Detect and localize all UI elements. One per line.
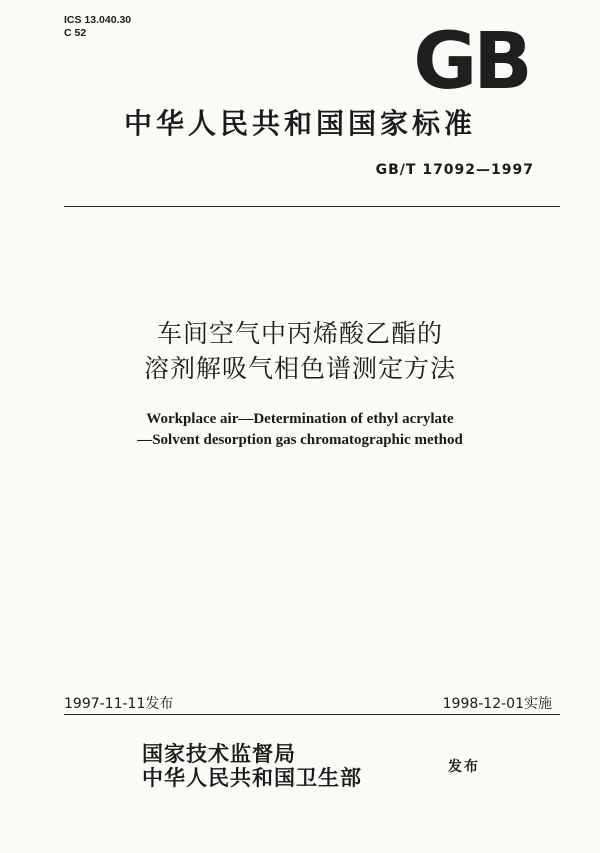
publish-label: 发布 xyxy=(448,759,480,775)
issue-date: 1997-11-11发布 xyxy=(64,696,174,712)
issuer-line-2: 中华人民共和国卫生部 xyxy=(142,766,362,790)
ics-code: ICS 13.040.30 xyxy=(64,14,132,26)
chinese-title xyxy=(0,316,600,386)
chinese-title-line-1: 车间空气中丙烯酸乙酯的 xyxy=(156,319,443,348)
english-title xyxy=(0,409,600,451)
english-title-line-1: Workplace air—Determination of ethyl acrylate xyxy=(146,411,454,427)
top-divider xyxy=(64,206,560,207)
standard-code: GB/T 17092—1997 xyxy=(375,162,534,178)
classification-codes xyxy=(64,14,131,40)
issuer-line-1: 国家技术监督局 xyxy=(142,742,296,766)
standard-title: 中华人民共和国国家标准 xyxy=(123,107,476,140)
issuing-authorities xyxy=(142,742,362,790)
chinese-title-line-2: 溶剂解吸气相色谱测定方法 xyxy=(143,354,456,383)
ccs-code: C 52 xyxy=(64,27,87,39)
english-title-line-2: —Solvent desorption gas chromatographic method xyxy=(137,432,463,448)
gb-logo-text: GB xyxy=(413,24,529,96)
gb-logo xyxy=(410,24,532,96)
implementation-date: 1998-12-01实施 xyxy=(442,696,552,712)
bottom-divider xyxy=(64,714,560,715)
